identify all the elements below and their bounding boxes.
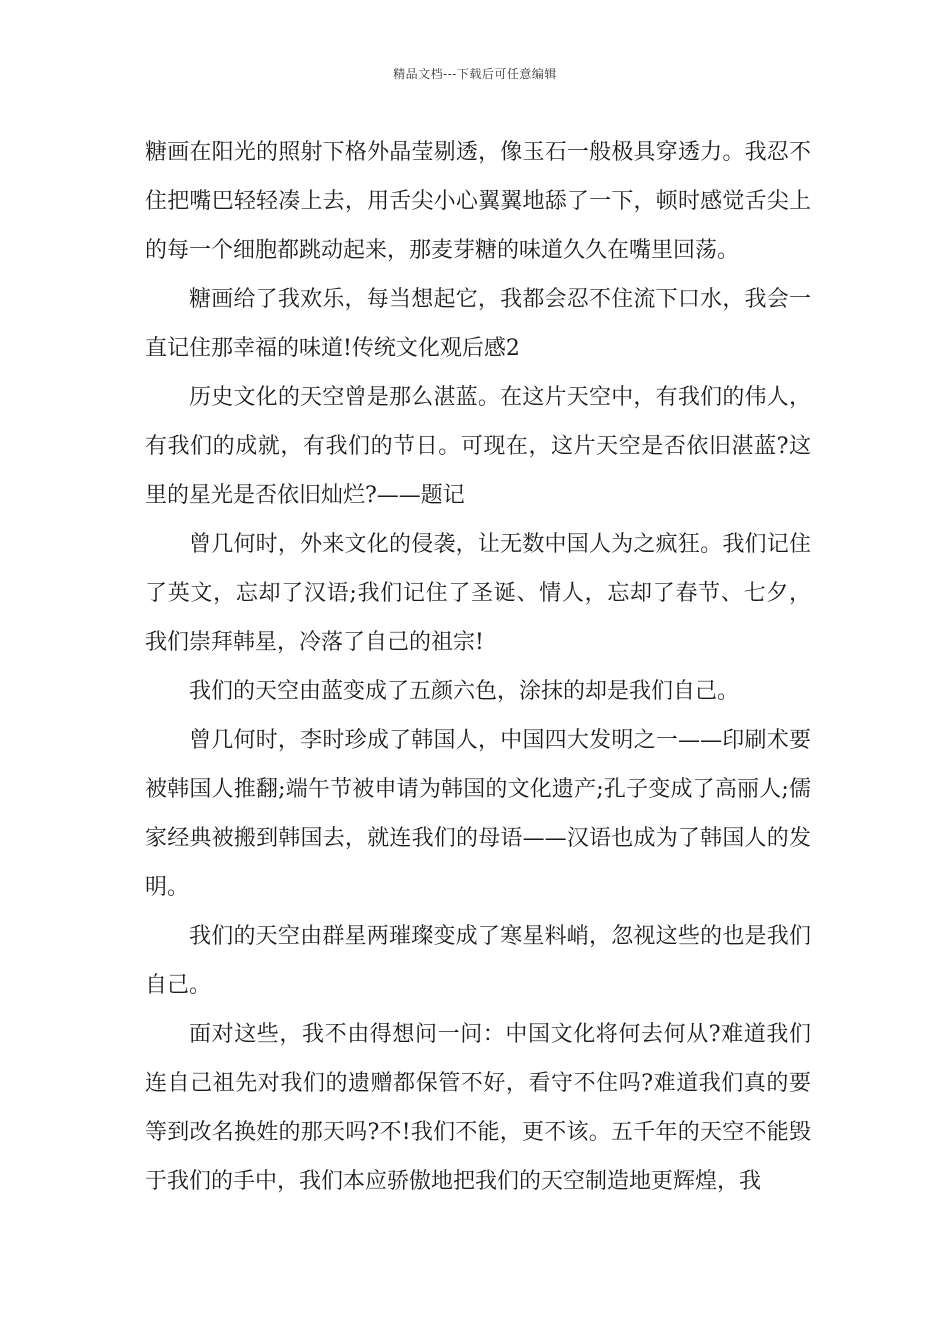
paragraph-8: 面对这些，我不由得想问一问：中国文化将何去何从?难道我们连自己祖先对我们的遗赠都保管不好，看守不住吗?难道我们真的要等到改名换姓的那天吗?不!我们不能，更不该。五千年的天空不能毁于我们的手中，我们本应骄傲地把我们的天空制造地更辉煌，我 — [145, 1022, 811, 1194]
paragraph-2: 糖画给了我欢乐，每当想起它，我都会忍不住流下口水，我会一直记住那幸福的味道!传统文化观后感2 — [145, 287, 811, 361]
paragraph-1: 糖画在阳光的照射下格外晶莹剔透，像玉石一般极具穿透力。我忍不住把嘴巴轻轻凑上去，用舌尖小心翼翼地舔了一下，顿时感觉舌尖上的每一个细胞都跳动起来，那麦芽糖的味道久久在嘴里回荡。 — [145, 140, 811, 263]
document-body — [145, 128, 811, 1206]
paragraph-6: 曾几何时，李时珍成了韩国人，中国四大发明之一——印刷术要被韩国人推翻;端午节被申请为韩国的文化遗产;孔子变成了高丽人;儒家经典被搬到韩国去，就连我们的母语——汉语也成为了韩国人的发明。 — [145, 728, 811, 900]
paragraph-4: 曾几何时，外来文化的侵袭，让无数中国人为之疯狂。我们记住了英文，忘却了汉语;我们记住了圣诞、情人，忘却了春节、七夕，我们崇拜韩星，冷落了自己的祖宗! — [145, 532, 811, 655]
paragraph-5: 我们的天空由蓝变成了五颜六色，涂抹的却是我们自己。 — [189, 679, 740, 704]
paragraph-3: 历史文化的天空曾是那么湛蓝。在这片天空中，有我们的伟人，有我们的成就，有我们的节日。可现在，这片天空是否依旧湛蓝?这里的星光是否依旧灿烂?——题记 — [145, 385, 811, 508]
page-header: 精品文档---下载后可任意编辑 — [393, 67, 557, 81]
paragraph-7: 我们的天空由群星两璀璨变成了寒星料峭，忽视这些的也是我们自己。 — [145, 924, 811, 998]
